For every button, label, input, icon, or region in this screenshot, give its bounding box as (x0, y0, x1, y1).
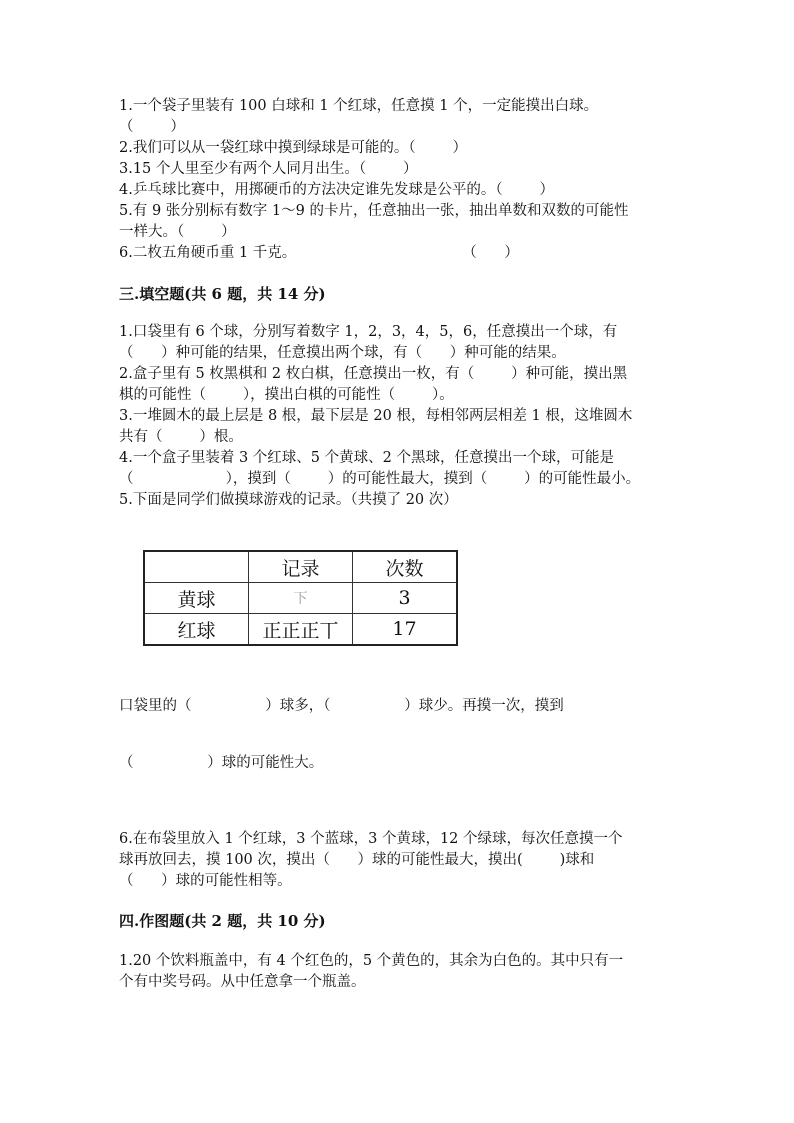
table-row (144, 583, 457, 614)
drawing-q1-line1: 1.20 个饮料瓶盖中，有 4 个红色的，5 个黄色的，其余为白色的。其中只有一 (119, 953, 624, 969)
table-header-cell: 记录 (249, 551, 353, 583)
table-cell-record: 正正正丅 (249, 614, 353, 646)
fill-q3-line1: 3.一堆圆木的最上层是 8 根，最下层是 20 根，每相邻两层相差 1 根，这堆圆木 (119, 408, 633, 424)
drawing-q1-line2: 个有中奖号码。从中任意拿一个瓶盖。 (119, 974, 366, 990)
table-cell-ball: 红球 (144, 614, 249, 646)
table-row (144, 614, 457, 646)
fill-q4-line2: （ ），摸到（ ）的可能性最大，摸到（ ）的可能性最小。 (119, 471, 641, 487)
fill-q1-line2: （ ）种可能的结果，任意摸出两个球，有（ ）种可能的结果。 (119, 345, 566, 361)
table-cell-record: 下 (249, 583, 353, 614)
fill-q6-line1: 6.在布袋里放入 1 个红球，3 个蓝球，3 个黄球，12 个绿球，每次任意摸一个 (119, 831, 623, 847)
judgement-q5-line2: 一样大。（ ） (119, 224, 236, 240)
fill-q2-line2: 棋的可能性（ ），摸出白棋的可能性（ ）。 (119, 387, 454, 403)
section4-heading: 四.作图题(共 2 题，共 10 分) (119, 912, 326, 930)
judgement-q6: 6.二枚五角硬币重 1 千克。 （ ） (119, 245, 519, 261)
judgement-q1-line1: 1.一个袋子里装有 100 白球和 1 个红球，任意摸 1 个，一定能摸出白球。 (119, 98, 599, 114)
table-header-cell: 次数 (353, 551, 458, 583)
fill-q5-answer-line2: （ ）球的可能性大。 (119, 755, 324, 771)
table-cell-count: 17 (353, 614, 458, 646)
table-header-row (144, 551, 457, 583)
fill-q5-answer-line1: 口袋里的（ ）球多，（ ）球少。再摸一次，摸到 (119, 698, 564, 714)
section3-heading: 三.填空题(共 6 题，共 14 分) (119, 285, 326, 303)
fill-q4-line1: 4.一个盒子里装着 3 个红球、5 个黄球、2 个黑球，任意摸出一个球，可能是 (119, 450, 614, 466)
judgement-q3: 3.15 个人里至少有两个人同月出生。（ ） (119, 161, 418, 177)
fill-q6-line3: （ ）球的可能性相等。 (119, 873, 292, 889)
table-cell-count: 3 (353, 583, 458, 614)
fill-q6-line2: 球再放回去，摸 100 次，摸出（ ）球的可能性最大，摸出( )球和 (119, 852, 595, 868)
fill-q5-line1: 5.下面是同学们做摸球游戏的记录。（共摸了 20 次） (119, 492, 458, 508)
judgement-q4: 4.乒乓球比赛中，用掷硬币的方法决定谁先发球是公平的。（ ） (119, 182, 554, 198)
fill-q3-line2: 共有（ ）根。 (119, 429, 243, 445)
judgement-q1-line2: （ ） (119, 119, 185, 135)
table-header-cell (144, 551, 249, 583)
ball-record-table (143, 550, 458, 646)
fill-q2-line1: 2.盒子里有 5 枚黑棋和 2 枚白棋，任意摸出一枚，有（ ）种可能，摸出黑 (119, 366, 628, 382)
judgement-q2: 2.我们可以从一袋红球中摸到绿球是可能的。（ ） (119, 140, 467, 156)
fill-q1-line1: 1.口袋里有 6 个球，分别写着数字 1，2，3，4，5，6，任意摸出一个球，有 (119, 324, 618, 340)
table-cell-ball: 黄球 (144, 583, 249, 614)
judgement-q5-line1: 5.有 9 张分别标有数字 1～9 的卡片，任意抽出一张，抽出单数和双数的可能性 (119, 203, 629, 219)
